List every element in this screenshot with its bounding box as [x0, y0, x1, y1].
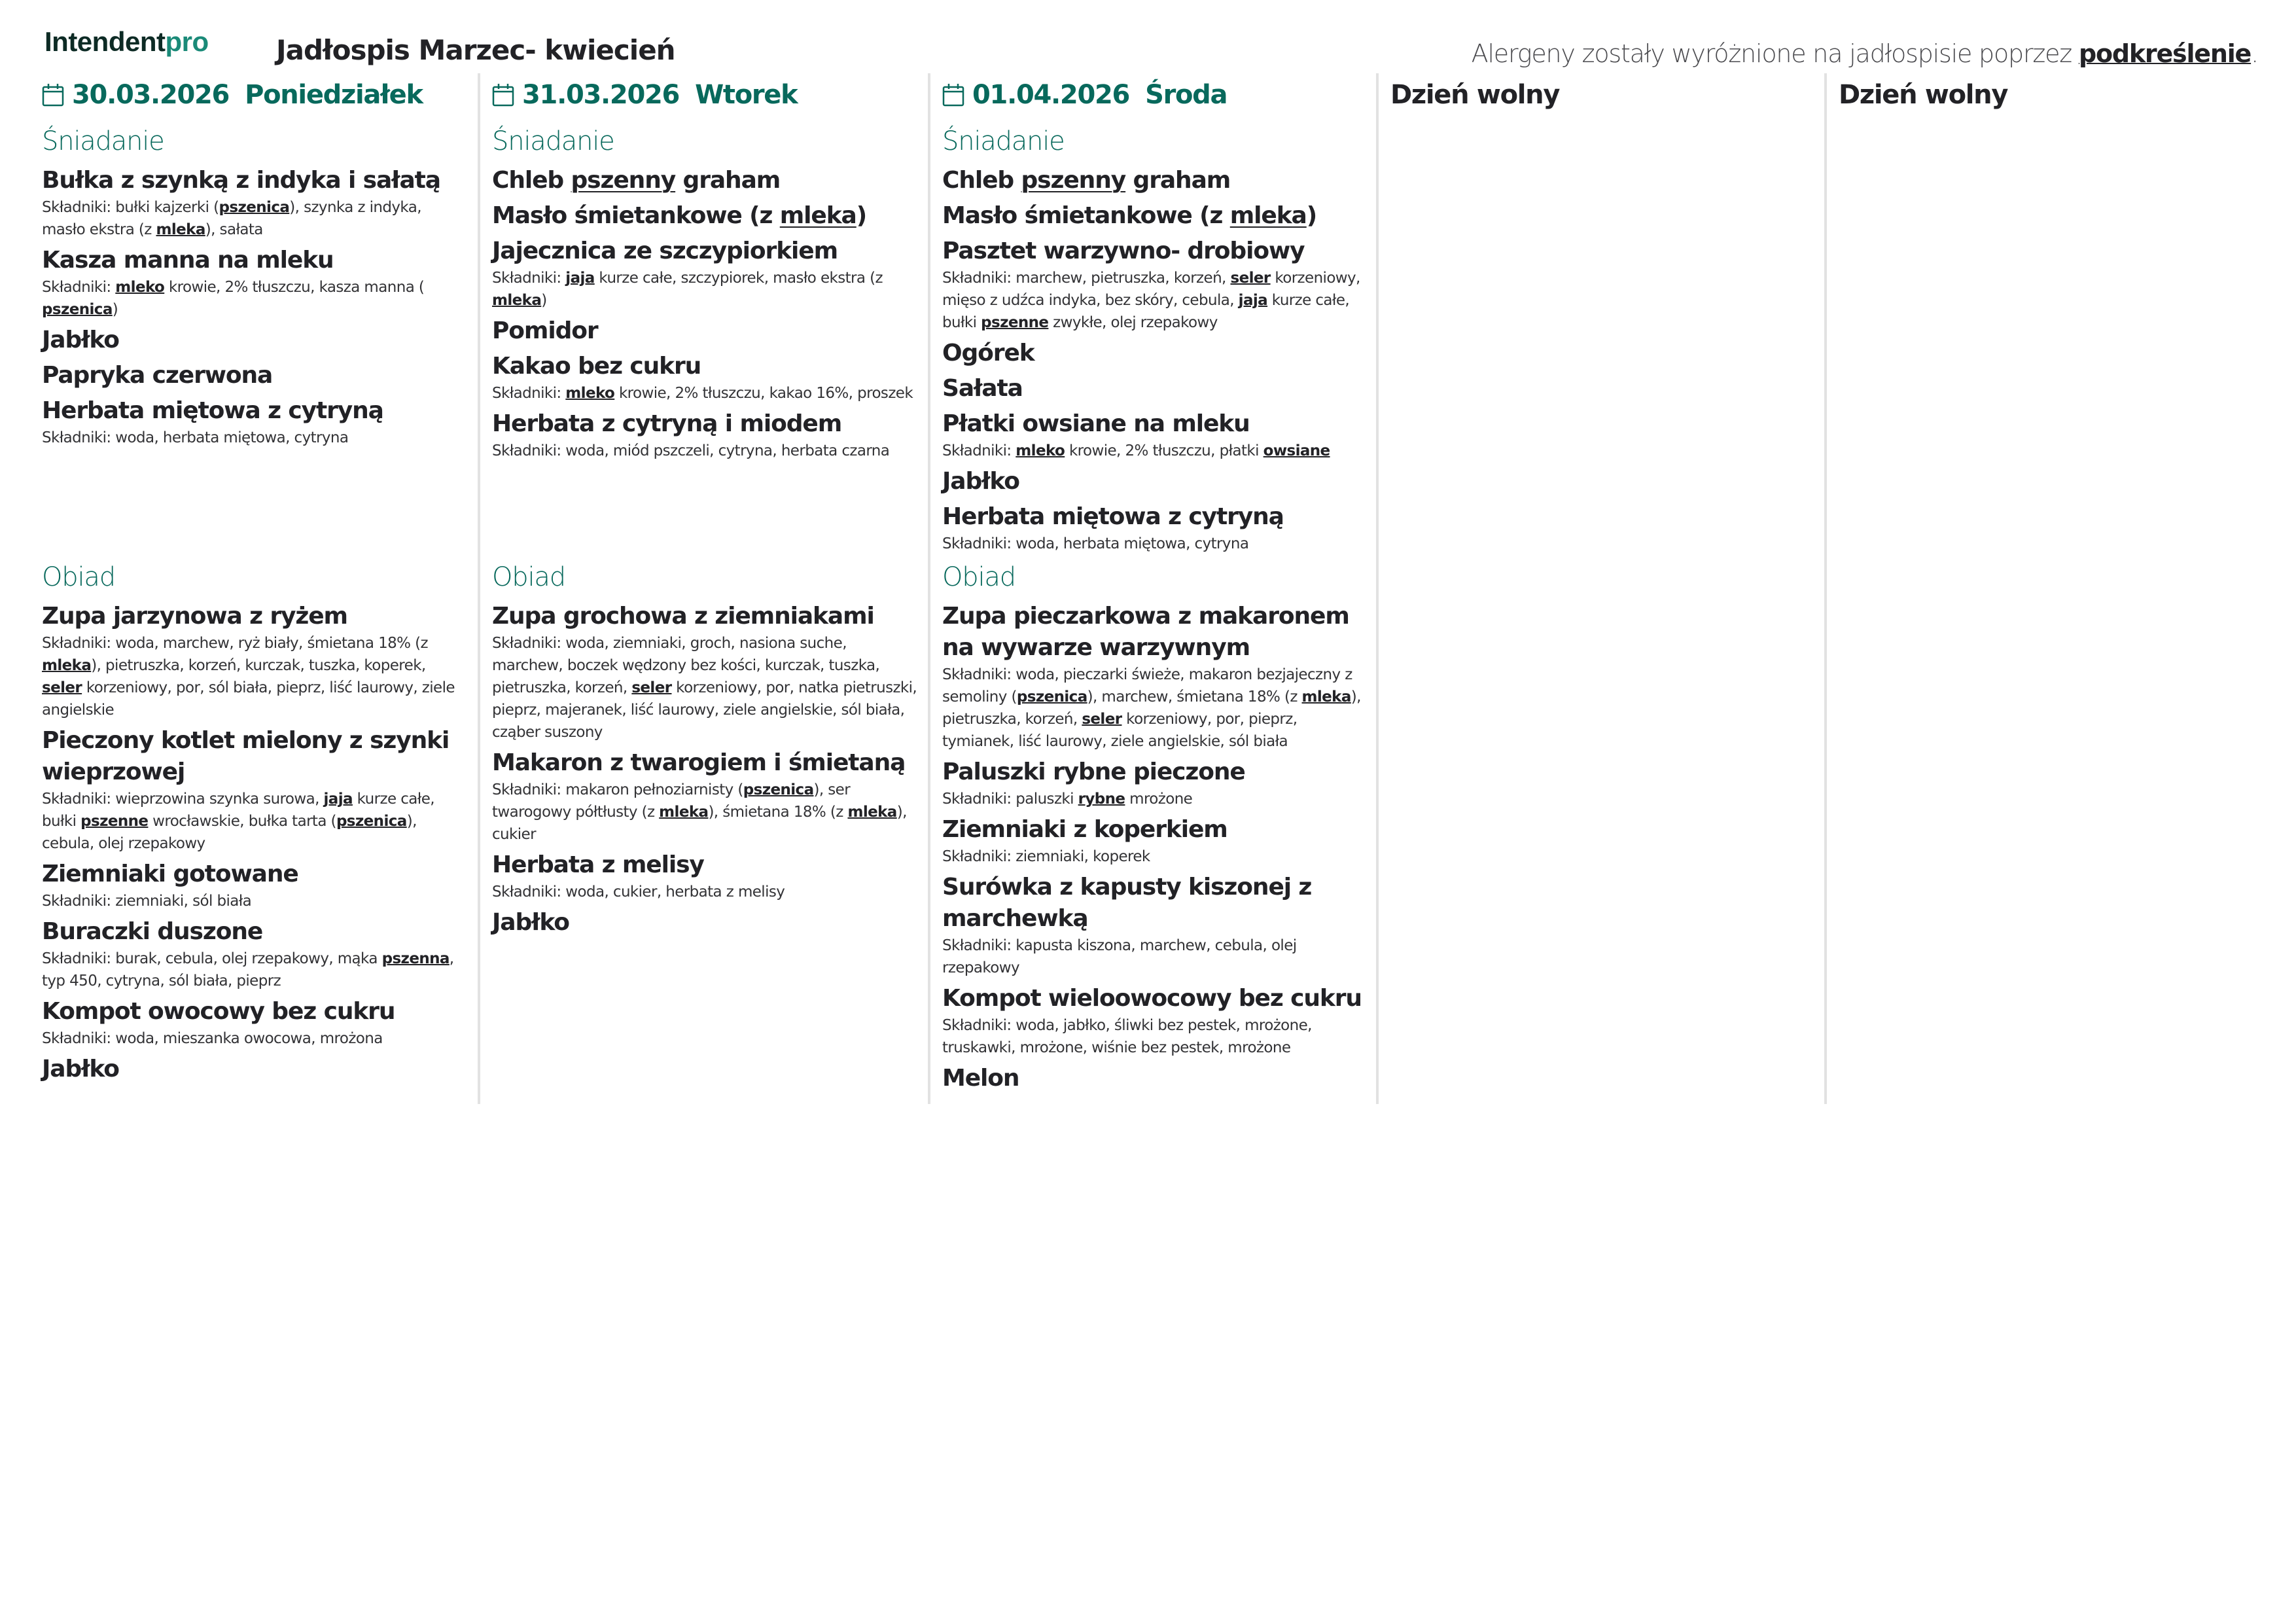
day-header	[42, 76, 468, 114]
dish-name	[942, 757, 1367, 788]
ingredients-text: zwykłe, olej rzepakowy	[1048, 314, 1218, 331]
ingredients-label: Składniki:	[42, 279, 116, 296]
allergen-highlight: mleko	[565, 385, 615, 402]
dish-name	[42, 165, 468, 196]
intendentpro-logo	[44, 26, 209, 58]
day-column	[928, 73, 1376, 1104]
ingredients-label: Składniki:	[42, 635, 116, 652]
free-day-label: Dzień wolny	[1839, 80, 2008, 110]
ingredients-text: woda, herbata miętowa, cytryna	[115, 429, 349, 446]
allergen-highlight: mleka	[779, 202, 857, 229]
dish-name-text: Zupa grochowa z ziemniakami	[492, 603, 874, 630]
dish-item	[942, 814, 1367, 868]
dish-item	[942, 983, 1367, 1059]
meal-title: Śniadanie	[942, 126, 1065, 156]
ingredients-label: Składniki:	[942, 848, 1016, 865]
free-day-label: Dzień wolny	[1390, 80, 1560, 110]
meal-title: Obiad	[942, 562, 1016, 592]
ingredients-text: ), marchew, śmietana 18% (z	[1087, 688, 1302, 705]
dish-name-text: Masło śmietankowe (z	[492, 202, 780, 229]
allergen-highlight: mleko	[115, 279, 165, 296]
ingredients-text: burak, cebula, olej rzepakowy, mąka	[115, 950, 382, 967]
ingredients-text: ), pietruszka, korzeń, kurczak, tuszka, koperek,	[91, 657, 426, 674]
dish-item	[42, 360, 468, 391]
dish-name	[492, 200, 919, 232]
dish-name	[492, 849, 919, 881]
ingredients-label: Składniki:	[942, 791, 1016, 808]
ingredients-text: paluszki	[1016, 791, 1078, 808]
ingredients-text: bułki kajzerki (	[115, 199, 219, 216]
dish-ingredients	[942, 846, 1367, 868]
dish-name-text: Herbata miętowa z cytryną	[942, 503, 1284, 530]
ingredients-label: Składniki:	[492, 385, 566, 402]
meal-section-lunch	[492, 558, 919, 938]
day-date: 30.03.2026	[72, 80, 230, 110]
allergen-highlight: pszenny	[571, 167, 676, 194]
allergen-highlight: seler	[1082, 711, 1122, 728]
ingredients-label: Składniki:	[42, 1030, 116, 1047]
dish-name-text: Kakao bez cukru	[492, 353, 701, 380]
allergen-note-emphasis: podkreślenie	[2078, 39, 2252, 68]
dish-ingredients	[492, 632, 919, 743]
calendar-icon	[492, 83, 514, 107]
logo-primary: Intendent	[44, 26, 166, 57]
ingredients-label: Składniki:	[42, 893, 116, 910]
ingredients-text: kurze całe, szczypiorek, masło ekstra (z	[594, 270, 883, 287]
dish-name	[942, 872, 1367, 935]
ingredients-text: krowie, 2% tłuszczu, kakao 16%, proszek	[614, 385, 913, 402]
meal-title: Obiad	[492, 562, 565, 592]
dish-name-text: Herbata z cytryną i miodem	[492, 410, 842, 437]
dish-item	[942, 466, 1367, 497]
dish-name	[42, 395, 468, 427]
allergen-highlight: mleko	[1016, 442, 1065, 459]
dish-name	[492, 315, 919, 347]
dish-name	[42, 859, 468, 890]
dish-item	[942, 338, 1367, 369]
allergen-note	[1472, 39, 2258, 68]
dish-name-text: Jabłko	[492, 909, 569, 936]
dish-name-text: Surówka z kapusty kiszonej z marchewką	[942, 874, 1312, 932]
ingredients-text: , typ 450, cytryna, sól biała, pieprz	[42, 950, 454, 990]
dish-ingredients	[42, 196, 468, 241]
ingredients-text: woda, cukier, herbata z melisy	[565, 883, 785, 901]
allergen-highlight: pszenica	[743, 781, 814, 798]
dish-name-text: Bułka z szynką z indyka i sałatą	[42, 167, 440, 194]
dish-name-text: Jabłko	[42, 327, 119, 353]
ingredients-text: korzeniowy, mięso z udźca indyka, bez skóry, cebula,	[942, 270, 1360, 309]
dish-ingredients	[42, 788, 468, 855]
ingredients-label: Składniki:	[492, 635, 566, 652]
allergen-note-suffix: .	[2251, 39, 2258, 68]
dish-ingredients	[942, 440, 1367, 462]
day-date: 31.03.2026	[522, 80, 680, 110]
day-weekday: Wtorek	[695, 80, 798, 110]
dish-item	[942, 200, 1367, 232]
dish-name	[492, 907, 919, 938]
dish-name	[42, 360, 468, 391]
dish-name-text: Kompot owocowy bez cukru	[42, 998, 395, 1025]
ingredients-text: woda, herbata miętowa, cytryna	[1016, 535, 1249, 552]
dish-name	[942, 466, 1367, 497]
allergen-highlight: pszenica	[42, 301, 113, 318]
dish-name	[42, 916, 468, 948]
dish-item	[492, 315, 919, 347]
dish-name	[42, 1054, 468, 1085]
dish-name	[492, 351, 919, 382]
dish-item	[942, 236, 1367, 334]
day-column-free	[1824, 73, 2296, 1104]
dish-name-text: Melon	[942, 1065, 1019, 1092]
dish-item	[42, 996, 468, 1050]
ingredients-text: wieprzowina szynka surowa,	[115, 791, 324, 808]
dish-name	[942, 373, 1367, 404]
meal-title: Śniadanie	[492, 126, 614, 156]
allergen-highlight: seler	[631, 679, 672, 696]
dish-name-text: )	[1306, 202, 1317, 229]
dish-name	[942, 165, 1367, 196]
dish-name	[492, 601, 919, 632]
dish-item	[492, 907, 919, 938]
dish-name	[942, 338, 1367, 369]
dish-name	[42, 601, 468, 632]
allergen-highlight: mleka	[492, 292, 542, 309]
dish-name	[942, 236, 1367, 267]
allergen-highlight: rybne	[1078, 791, 1125, 808]
dish-name	[492, 236, 919, 267]
dish-ingredients	[42, 276, 468, 321]
dish-name	[942, 501, 1367, 533]
ingredients-label: Składniki:	[942, 666, 1016, 683]
ingredients-label: Składniki:	[42, 429, 116, 446]
dish-ingredients	[492, 382, 919, 404]
day-weekday: Środa	[1145, 80, 1227, 110]
dish-name	[942, 1063, 1367, 1094]
dish-item	[492, 165, 919, 196]
allergen-highlight: jaja	[565, 270, 595, 287]
allergen-highlight: mleka	[659, 804, 709, 821]
day-column	[478, 73, 928, 1104]
dish-item	[42, 165, 468, 241]
day-date: 01.04.2026	[972, 80, 1130, 110]
allergen-highlight: pszenica	[336, 813, 407, 830]
dish-ingredients	[942, 935, 1367, 979]
dish-item	[42, 325, 468, 356]
meal-section-breakfast	[42, 122, 468, 449]
allergen-highlight: jaja	[323, 791, 353, 808]
ingredients-text: korzeniowy, por, natka pietruszki, pieprz, majeranek, liść laurowy, ziele angielskie, sól biała, cząber suszony	[492, 679, 917, 741]
ingredients-text: kapusta kiszona, marchew, cebula, olej rzepakowy	[942, 937, 1297, 976]
dish-name	[42, 245, 468, 276]
dish-item	[942, 872, 1367, 979]
dish-name-text: Buraczki duszone	[42, 918, 263, 945]
dish-ingredients	[492, 440, 919, 462]
ingredients-text: ), szynka z indyka, masło ekstra (z	[42, 199, 421, 238]
meal-section-lunch	[942, 558, 1367, 1094]
dish-item	[492, 200, 919, 232]
dish-name-text: graham	[675, 167, 781, 194]
dish-item	[492, 408, 919, 462]
ingredients-label: Składniki:	[42, 791, 116, 808]
dish-item	[942, 501, 1367, 555]
ingredients-text: marchew, pietruszka, korzeń,	[1016, 270, 1231, 287]
dish-ingredients	[942, 533, 1367, 555]
ingredients-label: Składniki:	[42, 199, 116, 216]
dish-item	[42, 395, 468, 449]
dish-item	[42, 601, 468, 721]
allergen-highlight: pszenne	[80, 813, 149, 830]
ingredients-text: makaron pełnoziarnisty (	[565, 781, 743, 798]
dish-item	[42, 1054, 468, 1085]
dish-name-text: Ogórek	[942, 340, 1034, 366]
ingredients-text: wrocławskie, bułka tarta (	[148, 813, 336, 830]
ingredients-label: Składniki:	[492, 270, 566, 287]
day-column	[0, 73, 478, 1104]
dish-item	[492, 849, 919, 903]
dish-ingredients	[492, 267, 919, 312]
dish-name	[42, 725, 468, 788]
dish-name-text: Kompot wieloowocowy bez cukru	[942, 985, 1362, 1012]
ingredients-text: ziemniaki, sól biała	[115, 893, 252, 910]
logo-accent: pro	[165, 26, 209, 57]
dish-name-text: Ziemniaki gotowane	[42, 861, 298, 887]
ingredients-text: krowie, 2% tłuszczu, płatki	[1065, 442, 1263, 459]
dish-ingredients	[42, 632, 468, 721]
dish-item	[492, 236, 919, 312]
ingredients-label: Składniki:	[942, 937, 1016, 954]
ingredients-label: Składniki:	[492, 781, 566, 798]
dish-name	[492, 408, 919, 440]
ingredients-text: ziemniaki, koperek	[1016, 848, 1150, 865]
dish-name	[942, 601, 1367, 664]
allergen-highlight: owsiane	[1263, 442, 1330, 459]
ingredients-text: krowie, 2% tłuszczu, kasza manna (	[164, 279, 425, 296]
ingredients-text: korzeniowy, por, sól biała, pieprz, liść laurowy, ziele angielskie	[42, 679, 455, 719]
dish-name-text: Masło śmietankowe (z	[942, 202, 1230, 229]
dish-ingredients	[42, 1027, 468, 1050]
ingredients-text: ), cukier	[492, 804, 907, 843]
ingredients-label: Składniki:	[942, 535, 1016, 552]
ingredients-text: ), cebula, olej rzepakowy	[42, 813, 417, 852]
day-column-free	[1376, 73, 1824, 1104]
ingredients-text: ), pietruszka, korzeń,	[942, 688, 1361, 728]
dish-name-text: Paluszki rybne pieczone	[942, 758, 1245, 785]
dish-name-text: Płatki owsiane na mleku	[942, 410, 1250, 437]
ingredients-text: mrożone	[1125, 791, 1193, 808]
dish-ingredients	[42, 948, 468, 992]
ingredients-text: woda, jabłko, śliwki bez pestek, mrożone, truskawki, mrożone, wiśnie bez pestek, mrożone	[942, 1017, 1312, 1056]
allergen-highlight: seler	[42, 679, 82, 696]
allergen-highlight: pszenne	[981, 314, 1049, 331]
allergen-highlight: mleka	[1301, 688, 1351, 705]
dish-name-text: Zupa jarzynowa z ryżem	[42, 603, 347, 630]
dish-item	[942, 601, 1367, 753]
calendar-icon	[942, 83, 964, 107]
dish-item	[42, 725, 468, 855]
dish-name	[942, 814, 1367, 846]
dish-name-text: Ziemniaki z koperkiem	[942, 816, 1227, 843]
dish-name-text: Jabłko	[42, 1056, 119, 1082]
ingredients-label: Składniki:	[42, 950, 116, 967]
ingredients-text: ), śmietana 18% (z	[708, 804, 848, 821]
dish-name-text: Pieczony kotlet mielony z szynki wieprzowej	[42, 727, 450, 785]
dish-ingredients	[942, 1014, 1367, 1059]
dish-name	[942, 983, 1367, 1014]
dish-item	[492, 747, 919, 846]
dish-item	[942, 757, 1367, 810]
meal-title: Śniadanie	[42, 126, 164, 156]
ingredients-text: woda, mieszanka owocowa, mrożona	[115, 1030, 383, 1047]
meal-section-lunch	[42, 558, 468, 1085]
ingredients-label: Składniki:	[492, 442, 566, 459]
ingredients-label: Składniki:	[942, 442, 1016, 459]
dish-item	[942, 165, 1367, 196]
dish-item	[492, 351, 919, 404]
allergen-highlight: mleka	[156, 221, 205, 238]
ingredients-text: )	[112, 301, 118, 318]
dish-name-text: Chleb	[492, 167, 571, 194]
dish-name-text: graham	[1125, 167, 1231, 194]
dish-name-text: Pomidor	[492, 317, 598, 344]
dish-name	[942, 200, 1367, 232]
allergen-highlight: mleka	[42, 657, 92, 674]
dish-name	[42, 325, 468, 356]
dish-name	[942, 408, 1367, 440]
dish-name-text: Jabłko	[942, 468, 1019, 495]
ingredients-label: Składniki:	[942, 270, 1016, 287]
dish-name-text: Herbata miętowa z cytryną	[42, 397, 383, 424]
dish-name	[42, 996, 468, 1027]
ingredients-text: kurze całe, bułki	[942, 292, 1350, 331]
allergen-highlight: mleka	[847, 804, 897, 821]
allergen-highlight: pszenny	[1021, 167, 1126, 194]
dish-name	[492, 165, 919, 196]
ingredients-text: ), ser twarogowy półtłusty (z	[492, 781, 851, 821]
allergen-highlight: pszenna	[381, 950, 450, 967]
menu-columns	[0, 73, 2296, 1104]
ingredients-text: woda, ziemniaki, groch, nasiona suche, marchew, boczek wędzony bez kości, kurczak, tuszka, pietruszka, korzeń,	[492, 635, 880, 696]
meal-title: Obiad	[42, 562, 115, 592]
ingredients-text: woda, marchew, ryż biały, śmietana 18% (z	[115, 635, 428, 652]
dish-name-text: Jajecznica ze szczypiorkiem	[492, 238, 838, 264]
ingredients-text: )	[541, 292, 547, 309]
dish-name-text: Chleb	[942, 167, 1021, 194]
dish-ingredients	[942, 664, 1367, 753]
ingredients-text: woda, pieczarki świeże, makaron bezjajeczny z semoliny (	[942, 666, 1352, 705]
dish-name-text: Papryka czerwona	[42, 362, 273, 389]
allergen-highlight: pszenica	[219, 199, 290, 216]
calendar-icon	[42, 83, 64, 107]
allergen-highlight: seler	[1230, 270, 1271, 287]
ingredients-text: kurze całe, bułki	[42, 791, 434, 830]
dish-name-text: Sałata	[942, 375, 1023, 402]
ingredients-label: Składniki:	[492, 883, 566, 901]
day-header	[942, 76, 1367, 114]
dish-item	[42, 859, 468, 912]
day-weekday: Poniedziałek	[245, 80, 423, 110]
dish-name-text: Kasza manna na mleku	[42, 247, 334, 274]
meal-section-breakfast	[492, 122, 919, 462]
allergen-note-text: Alergeny zostały wyróżnione na jadłospisie poprzez	[1471, 39, 2079, 68]
meal-section-breakfast	[942, 122, 1367, 555]
dish-ingredients	[942, 788, 1367, 810]
allergen-highlight: mleka	[1229, 202, 1307, 229]
dish-item	[942, 408, 1367, 462]
dish-ingredients	[492, 881, 919, 903]
ingredients-text: korzeniowy, por, pieprz, tymianek, liść laurowy, ziele angielskie, sól biała	[942, 711, 1298, 750]
dish-name-text: Zupa pieczarkowa z makaronem na wywarze warzywnym	[942, 603, 1349, 661]
allergen-highlight: jaja	[1238, 292, 1268, 309]
allergen-highlight: pszenica	[1016, 688, 1087, 705]
dish-item	[42, 916, 468, 992]
dish-ingredients	[42, 890, 468, 912]
dish-name-text: Makaron z twarogiem i śmietaną	[492, 749, 906, 776]
dish-ingredients	[942, 267, 1367, 334]
dish-item	[942, 1063, 1367, 1094]
page-title: Jadłospis Marzec- kwiecień	[276, 34, 675, 66]
dish-item	[492, 601, 919, 743]
dish-name-text: Herbata z melisy	[492, 851, 704, 878]
day-header	[492, 76, 919, 114]
dish-ingredients	[42, 427, 468, 449]
ingredients-text: ), sałata	[205, 221, 263, 238]
dish-ingredients	[492, 779, 919, 846]
dish-item	[42, 245, 468, 321]
dish-name-text: Pasztet warzywno- drobiowy	[942, 238, 1305, 264]
dish-item	[942, 373, 1367, 404]
dish-name	[492, 747, 919, 779]
ingredients-label: Składniki:	[942, 1017, 1016, 1034]
ingredients-text: woda, miód pszczeli, cytryna, herbata czarna	[565, 442, 890, 459]
dish-name-text: )	[856, 202, 867, 229]
